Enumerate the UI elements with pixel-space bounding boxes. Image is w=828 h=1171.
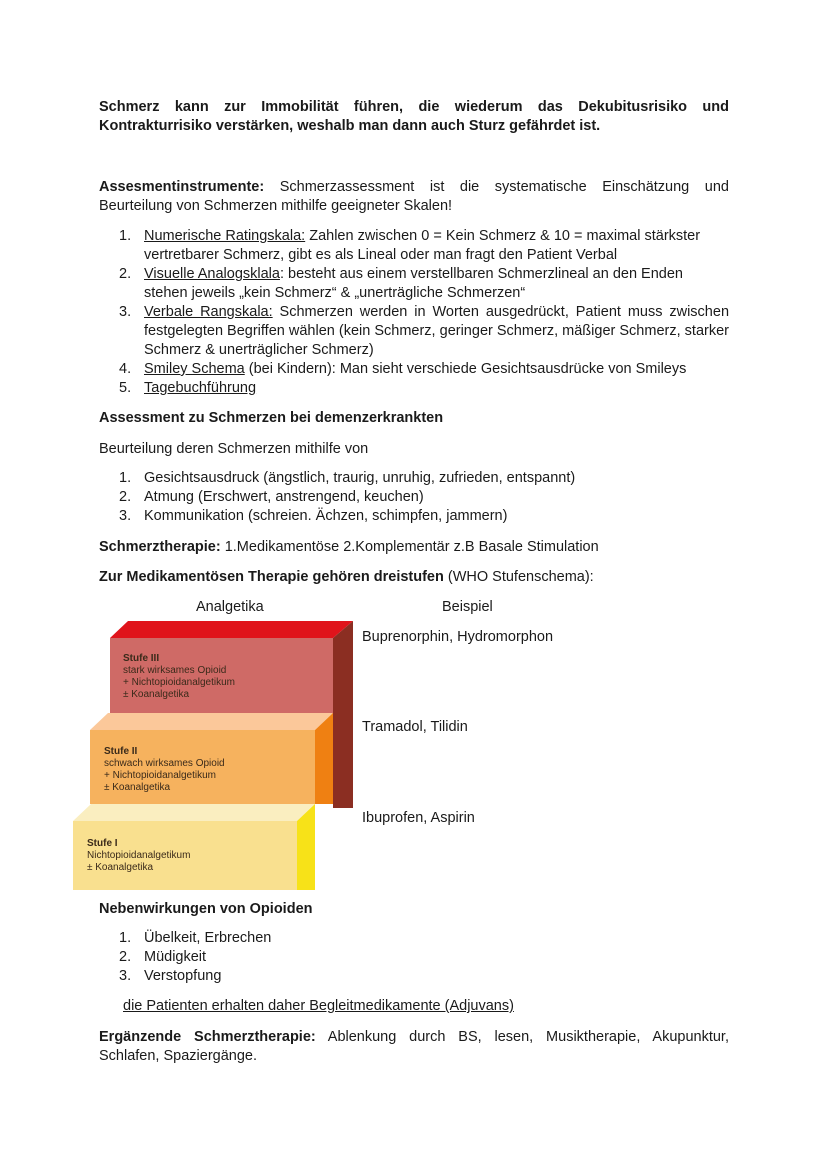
adjuvans-note: die Patienten erhalten daher Begleitmedikamente (Adjuvans) (123, 998, 514, 1014)
assessment-paragraph (99, 178, 729, 216)
scale-term: Numerische Ratingskala: (144, 228, 306, 244)
therapy-label: Schmerztherapie: (99, 539, 221, 555)
list-item: 1. Gesichtsausdruck (ängstlich, traurig, unruhig, zufrieden, entspannt) (119, 470, 576, 486)
analgetika-column-header: Analgetika (196, 599, 264, 615)
list-item: 3. Verbale Rangskala: Schmerzen werden in Worten ausgedrückt, Patient muss zwischen festgelegten Begriffen wählen (kein Schmerz, geringer Schmerz, mäßiger Schmerz, starker Schmerz & unerträglicher Schmerz) (119, 304, 730, 358)
stufe-3-example: Buprenorphin, Hydromorphon (362, 629, 554, 645)
list-item: 4. Smiley Schema (bei Kindern): Man sieht verschiede Gesichtsausdrücke von Smileys (119, 361, 687, 377)
intro-paragraph (99, 98, 729, 136)
who-text: (WHO Stufenschema): (443, 569, 594, 585)
stufe-1-label: Stufe I Nichtopioidanalgetikum ± Koanalgetika (87, 838, 191, 873)
assessment-text: Schmerzassessment ist die systematische Einschätzung und Beurteilung von Schmerzen mithilfe geeigneter Skalen! (99, 179, 729, 214)
dementia-list (99, 469, 729, 526)
list-item: 3. Kommunikation (schreien. Ächzen, schimpfen, jammern) (119, 508, 508, 524)
list-item: 2. Müdigkeit (119, 949, 207, 965)
list-item: 1. Numerische Ratingskala: Zahlen zwischen 0 = Kein Schmerz & 10 = maximal stärkster vertretbarer Schmerz, gibt es als Lineal oder man fragt den Patient Verbal (119, 228, 701, 263)
scale-term: Visuelle Analogsklala (144, 266, 280, 282)
scale-term: Tagebuchführung (144, 380, 257, 396)
list-item: 2. Visuelle Analogsklala: besteht aus einem verstellbaren Schmerzlineal an den Enden stehen jeweils „kein Schmerz“ & „unerträgliche Schmerzen“ (119, 266, 683, 301)
dementia-heading: Assessment zu Schmerzen bei demenzerkrankten (99, 410, 444, 426)
intro-text: Schmerz kann zur Immobilität führen, die wiederum das Dekubitusrisiko und Kontrakturrisiko verstärken, weshalb man dann auch Sturz gefährdet ist. (99, 99, 729, 134)
scale-term: Verbale Rangskala: (144, 304, 273, 320)
stufe-1-top-face (73, 804, 315, 821)
scale-term: Smiley Schema (144, 361, 245, 377)
stufe-1-example: Ibuprofen, Aspirin (362, 810, 475, 826)
list-item: 2. Atmung (Erschwert, anstrengend, keuchen) (119, 489, 424, 505)
list-item: 3. Verstopfung (119, 968, 222, 984)
complementary-text: Ablenkung durch BS, lesen, Musiktherapie, Akupunktur, Schlafen, Spaziergänge. (99, 1029, 729, 1064)
who-label: Zur Medikamentösen Therapie gehören dreistufen (99, 569, 444, 585)
list-item: 1. Übelkeit, Erbrechen (119, 930, 272, 946)
side-effects-heading: Nebenwirkungen von Opioiden (99, 901, 313, 917)
stufe-2-label: Stufe II schwach wirksames Opioid + Nichtopioidanalgetikum ± Koanalgetika (104, 746, 225, 793)
list-item: 5. Tagebuchführung (119, 380, 257, 396)
dementia-intro: Beurteilung deren Schmerzen mithilfe von (99, 441, 369, 457)
stufe-3-side-face (333, 621, 353, 808)
beispiel-column-header: Beispiel (442, 599, 493, 615)
assessment-label: Assesmentinstrumente: (99, 179, 265, 195)
therapy-paragraph (99, 538, 729, 557)
stufe-3-label: Stufe III stark wirksames Opioid + Nichtopioidanalgetikum ± Koanalgetika (123, 653, 236, 700)
therapy-text: 1.Medikamentöse 2.Komplementär z.B Basale Stimulation (220, 539, 599, 555)
stufe-3-top-face (110, 621, 353, 638)
who-paragraph (99, 568, 729, 587)
side-effects-list (99, 929, 729, 986)
stufe-2-top-face (90, 713, 333, 730)
assessment-list (99, 227, 729, 398)
stufe-2-example: Tramadol, Tilidin (362, 719, 468, 735)
complementary-label: Ergänzende Schmerztherapie: (99, 1029, 316, 1045)
complementary-paragraph (99, 1028, 729, 1066)
